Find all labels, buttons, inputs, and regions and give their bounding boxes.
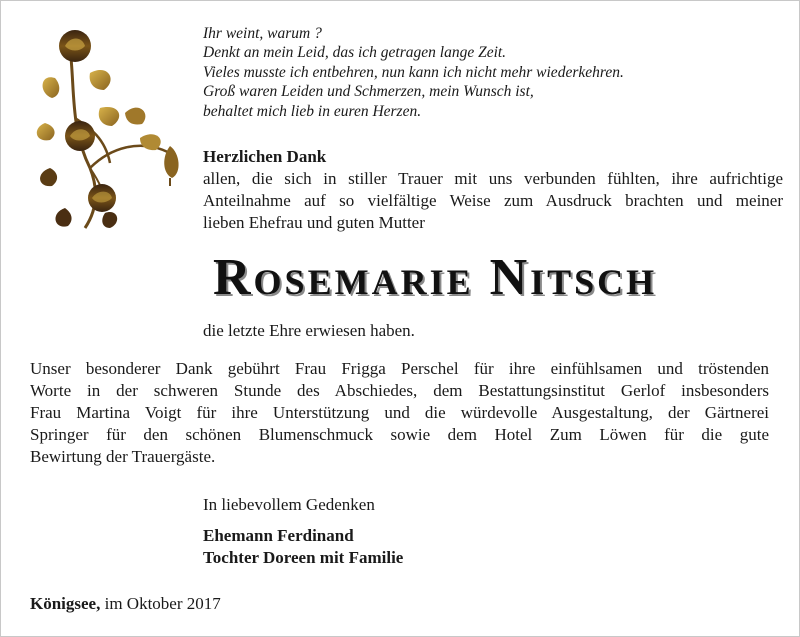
closing-phrase: In liebevollem Gedenken bbox=[203, 495, 375, 514]
poem-line: Denkt an mein Leid, das ich getragen lange Zeit. bbox=[203, 44, 507, 62]
thanks-heading: Herzlichen Dank bbox=[203, 147, 327, 166]
memorial-poem bbox=[203, 24, 763, 121]
thanks-line: Anteilnahme auf so vielfältige Weise zum Ausdruck brachten und meiner bbox=[203, 191, 783, 210]
paragraph-line: Worte in der schweren Stunde des Abschiedes, dem Bestattungsinstitut Gerlof insbesonders bbox=[30, 381, 769, 400]
acknowledgement-paragraph bbox=[30, 358, 769, 468]
honor-line: die letzte Ehre erwiesen haben. bbox=[203, 321, 415, 340]
signature-line: Ehemann Ferdinand bbox=[203, 526, 354, 545]
paragraph-line: Springer für den schönen Blumenschmuck sowie dem Hotel Zum Löwen für die gute bbox=[30, 425, 769, 444]
paragraph-line: Frau Martina Voigt für ihre Unterstützung und die würdevolle Ausgestaltung, der Gärtnerei bbox=[30, 403, 769, 422]
date: im Oktober 2017 bbox=[104, 594, 221, 613]
poem-line: Groß waren Leiden und Schmerzen, mein Wunsch ist, bbox=[203, 83, 534, 101]
thanks-block bbox=[203, 146, 783, 234]
thanks-line: lieben Ehefrau und guten Mutter bbox=[203, 213, 425, 232]
signature-line: Tochter Doreen mit Familie bbox=[203, 548, 404, 567]
rose-branch-icon bbox=[30, 18, 190, 238]
signatures bbox=[203, 525, 403, 569]
poem-line: Ihr weint, warum ? bbox=[203, 25, 322, 42]
place: Königsee, bbox=[30, 594, 101, 613]
poem-line: Vieles musste ich entbehren, nun kann ich nicht mehr wiederkehren. bbox=[203, 63, 624, 81]
deceased-name: Rosemarie Nitsch bbox=[213, 249, 658, 306]
poem-line: behaltet mich lieb in euren Herzen. bbox=[203, 102, 422, 120]
paragraph-line: Unser besonderer Dank gebührt Frau Frigga Perschel für ihre einfühlsamen und tröstenden bbox=[30, 359, 769, 378]
place-date bbox=[30, 593, 221, 615]
thanks-line: allen, die sich in stiller Trauer mit uns verbunden fühlten, ihre aufrichtige bbox=[203, 169, 783, 188]
paragraph-line: Bewirtung der Trauergäste. bbox=[30, 447, 216, 466]
